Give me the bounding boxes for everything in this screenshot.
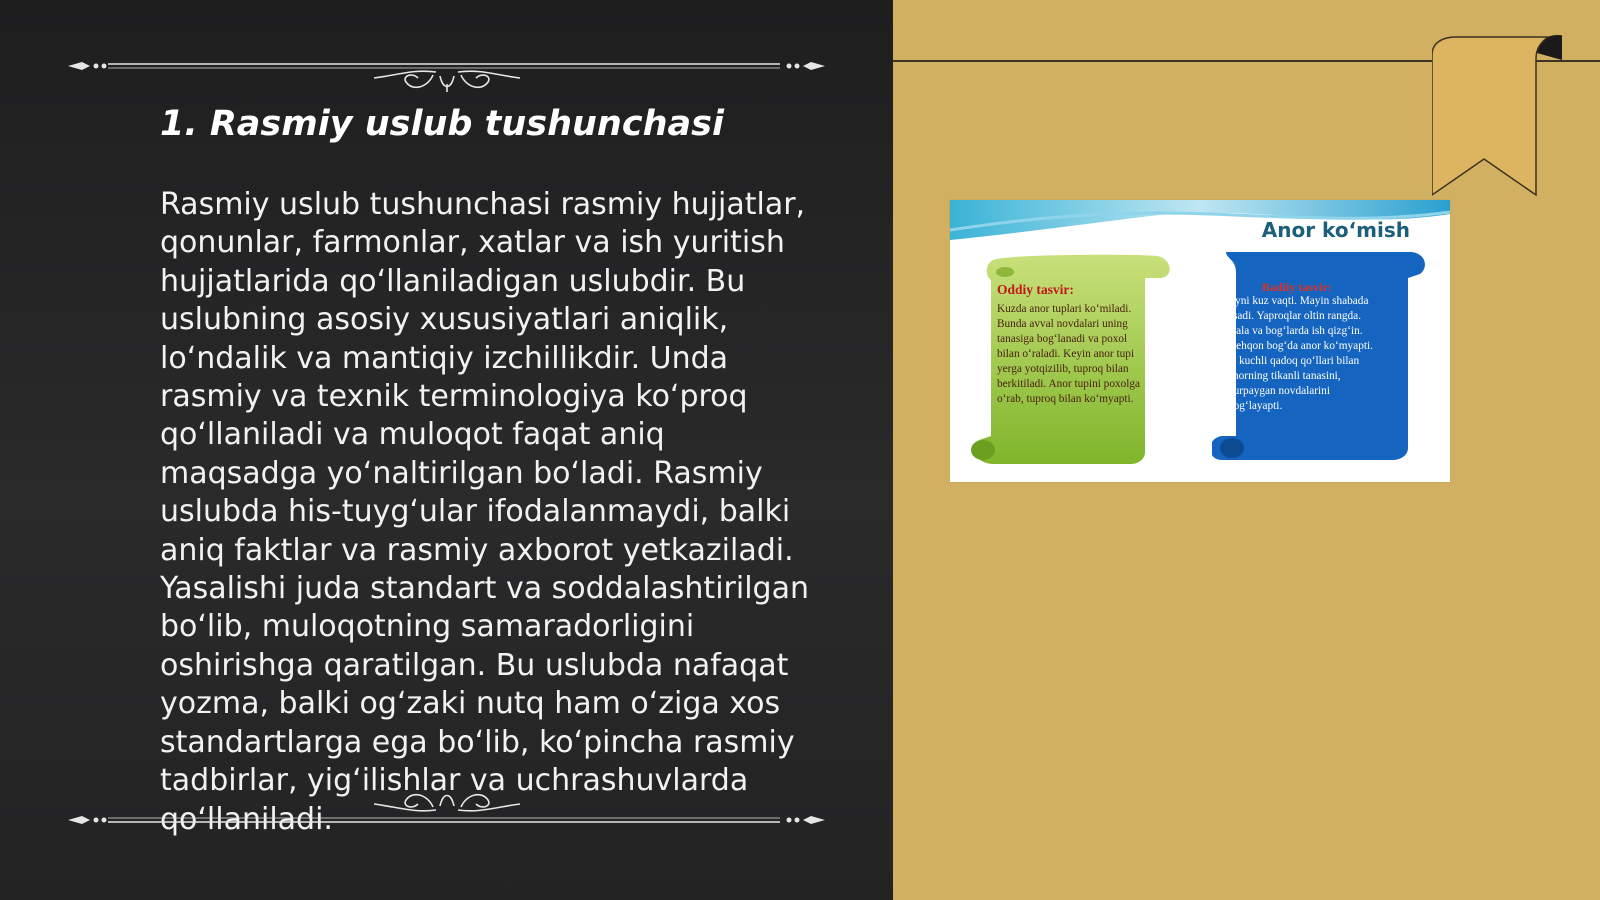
green-scroll: [965, 252, 1180, 467]
slide-title: 1. Rasmiy uslub tushunchasi: [160, 104, 724, 144]
right-scroll-text: Ayni kuz vaqti. Mayin shabada esadi. Yaproqlar oltin rangda. Dala va bog‘larda ish qizg‘in. Dehqon bog‘da anor ko‘myapti. U kuchli qadoq qo‘llari bilan anorning tikanli tanasini, hurpaygan novdalarini bog‘layapti.: [1228, 295, 1373, 412]
inset-title: Anor ko‘mish: [1261, 218, 1410, 242]
ornament-divider-bottom: [68, 786, 825, 836]
inset-slide-image: [950, 200, 1450, 482]
left-scroll-text: Kuzda anor tuplari ko‘miladi. Bunda avval novdalari uning tanasiga bog‘lanadi va poxol bilan o‘raladi. Keyin anor tupi yerga yotqizilib, tuproq bilan berkitiladi. Anor tupini poxolga o‘rab, tuproq bilan ko‘myapti.: [997, 303, 1141, 405]
slide-body-text: Rasmiy uslub tushunchasi rasmiy hujjatlar, qonunlar, farmonlar, xatlar va ish yuritish hujjatlarida qo‘llaniladigan uslubdir. Bu uslubning asosiy xususiyatlari aniqlik, lo‘ndalik va mantiqiy izchillikdir. Unda rasmiy va texnik terminologiya ko‘proq qo‘llaniladi va muloqot faqat aniq maqsadga yo‘naltirilgan bo‘ladi. Rasmiy uslubda his-tuyg‘ular ifodalanmaydi, balki aniq faktlar va rasmiy axborot yetkaziladi. Yasalishi juda standart va soddalashtirilgan bo‘lib, muloqotning samaradorligini oshirishga qaratilgan. Bu uslubda nafaqat yozma, balki og‘zaki nutq ham o‘ziga xos standartlarga ega bo‘lib, ko‘pincha rasmiy tadbirlar, yig‘ilishlar va uchrashuvlarda qo‘llaniladi.: [160, 187, 809, 837]
right-scroll-heading: Badiiy tasvir:: [1262, 280, 1332, 294]
left-scroll-heading: Oddiy tasvir:: [997, 282, 1074, 297]
bookmark-ribbon-icon: [1432, 35, 1562, 200]
blue-scroll: [1212, 252, 1434, 462]
ornament-divider-top: [68, 42, 825, 92]
